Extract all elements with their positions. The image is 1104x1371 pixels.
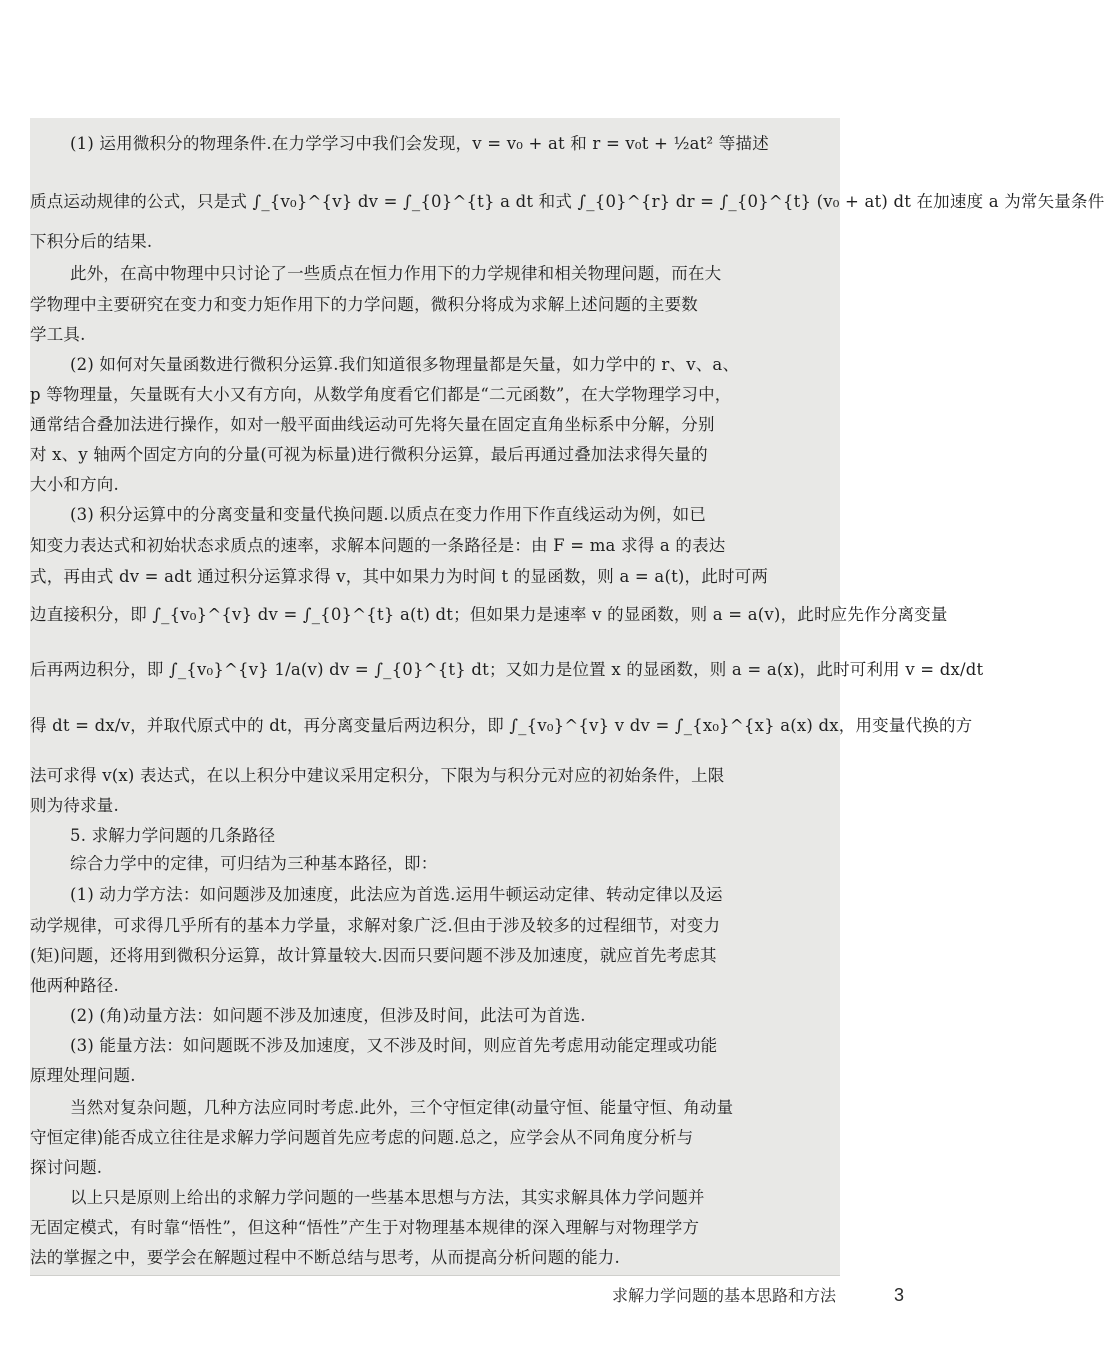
text-line: 大小和方向. — [30, 475, 119, 494]
text-line: 此外，在高中物理中只讨论了一些质点在恒力作用下的力学规律和相关物理问题，而在大 — [70, 264, 722, 283]
text-line: 式，再由式 dv = adt 通过积分运算求得 v，其中如果力为时间 t 的显函数，则 a = a(t)，此时可两 — [30, 567, 769, 586]
text-line: 边直接积分，即 ∫_{v₀}^{v} dv = ∫_{0}^{t} a(t) dt；但如果力是速率 v 的显函数，则 a = a(v)，此时应先作分离变量 — [30, 605, 948, 624]
text-line: (矩)问题，还将用到微积分运算，故计算量较大.因而只要问题不涉及加速度，就应首先考虑其 — [30, 946, 717, 965]
text-line: 法的掌握之中，要学会在解题过程中不断总结与思考，从而提高分析问题的能力. — [30, 1248, 620, 1267]
text-line: 通常结合叠加法进行操作，如对一般平面曲线运动可先将矢量在固定直角坐标系中分解，分别 — [30, 415, 715, 434]
text-line: 原理处理问题. — [30, 1066, 136, 1085]
text-line: 当然对复杂问题，几种方法应同时考虑.此外，三个守恒定律(动量守恒、能量守恒、角动量 — [70, 1098, 734, 1117]
text-line: 学工具. — [30, 325, 86, 344]
text-line: 动学规律，可求得几乎所有的基本力学量，求解对象广泛.但由于涉及较多的过程细节，对变力 — [30, 916, 721, 935]
text-line: 他两种路径. — [30, 976, 119, 995]
text-line: (3) 积分运算中的分离变量和变量代换问题.以质点在变力作用下作直线运动为例，如已 — [70, 505, 707, 524]
text-line: 知变力表达式和初始状态求质点的速率，求解本问题的一条路径是：由 F = ma 求得 a 的表达 — [30, 536, 726, 555]
section-heading: 5. 求解力学问题的几条路径 — [70, 826, 276, 845]
text-line: 后再两边积分，即 ∫_{v₀}^{v} 1/a(v) dv = ∫_{0}^{t} dt；又如力是位置 x 的显函数，则 a = a(x)，此时可利用 v = dx/dt — [30, 660, 984, 679]
text-line: (1) 运用微积分的物理条件.在力学学习中我们会发现，v = v₀ + at 和 r = v₀t + ½at² 等描述 — [70, 134, 769, 153]
text-line: 下积分后的结果. — [30, 232, 153, 251]
text-line: 以上只是原则上给出的求解力学问题的一些基本思想与方法，其实求解具体力学问题并 — [70, 1188, 705, 1207]
text-line: 学物理中主要研究在变力和变力矩作用下的力学问题，微积分将成为求解上述问题的主要数 — [30, 295, 698, 314]
text-line: (1) 动力学方法：如问题涉及加速度，此法应为首选.运用牛顿运动定律、转动定律以及运 — [70, 885, 723, 904]
text-line: 质点运动规律的公式，只是式 ∫_{v₀}^{v} dv = ∫_{0}^{t} a dt 和式 ∫_{0}^{r} dr = ∫_{0}^{t} (v₀ + at) dt 在加速度 a 为常矢量条件 — [30, 192, 1104, 211]
text-line: (3) 能量方法：如问题既不涉及加速度，又不涉及时间，则应首先考虑用动能定理或功能 — [70, 1036, 718, 1055]
text-line: 探讨问题. — [30, 1158, 103, 1177]
text-line: 得 dt = dx/v，并取代原式中的 dt，再分离变量后两边积分，即 ∫_{v₀}^{v} v dv = ∫_{x₀}^{x} a(x) dx，用变量代换的方 — [30, 716, 973, 735]
text-line: p 等物理量，矢量既有大小又有方向，从数学角度看它们都是“二元函数”，在大学物理学习中， — [30, 385, 732, 404]
text-line: 则为待求量. — [30, 796, 119, 815]
text-line: 对 x、y 轴两个固定方向的分量(可视为标量)进行微积分运算，最后再通过叠加法求得矢量的 — [30, 445, 708, 464]
text-line: (2) 如何对矢量函数进行微积分运算.我们知道很多物理量都是矢量，如力学中的 r、v、a、 — [70, 355, 740, 374]
text-line: (2) (角)动量方法：如问题不涉及加速度，但涉及时间，此法可为首选. — [70, 1006, 586, 1025]
text-line: 综合力学中的定律，可归结为三种基本路径，即： — [70, 854, 438, 873]
text-line: 无固定模式，有时靠“悟性”，但这种“悟性”产生于对物理基本规律的深入理解与对物理学方 — [30, 1218, 700, 1237]
footer-divider — [30, 1275, 840, 1276]
running-footer-title: 求解力学问题的基本思路和方法 — [612, 1286, 837, 1305]
page-number: 3 — [894, 1285, 905, 1305]
text-line: 法可求得 v(x) 表达式，在以上积分中建议采用定积分，下限为与积分元对应的初始条件，上限 — [30, 766, 725, 785]
text-line: 守恒定律)能否成立往往是求解力学问题首先应考虑的问题.总之，应学会从不同角度分析与 — [30, 1128, 694, 1147]
